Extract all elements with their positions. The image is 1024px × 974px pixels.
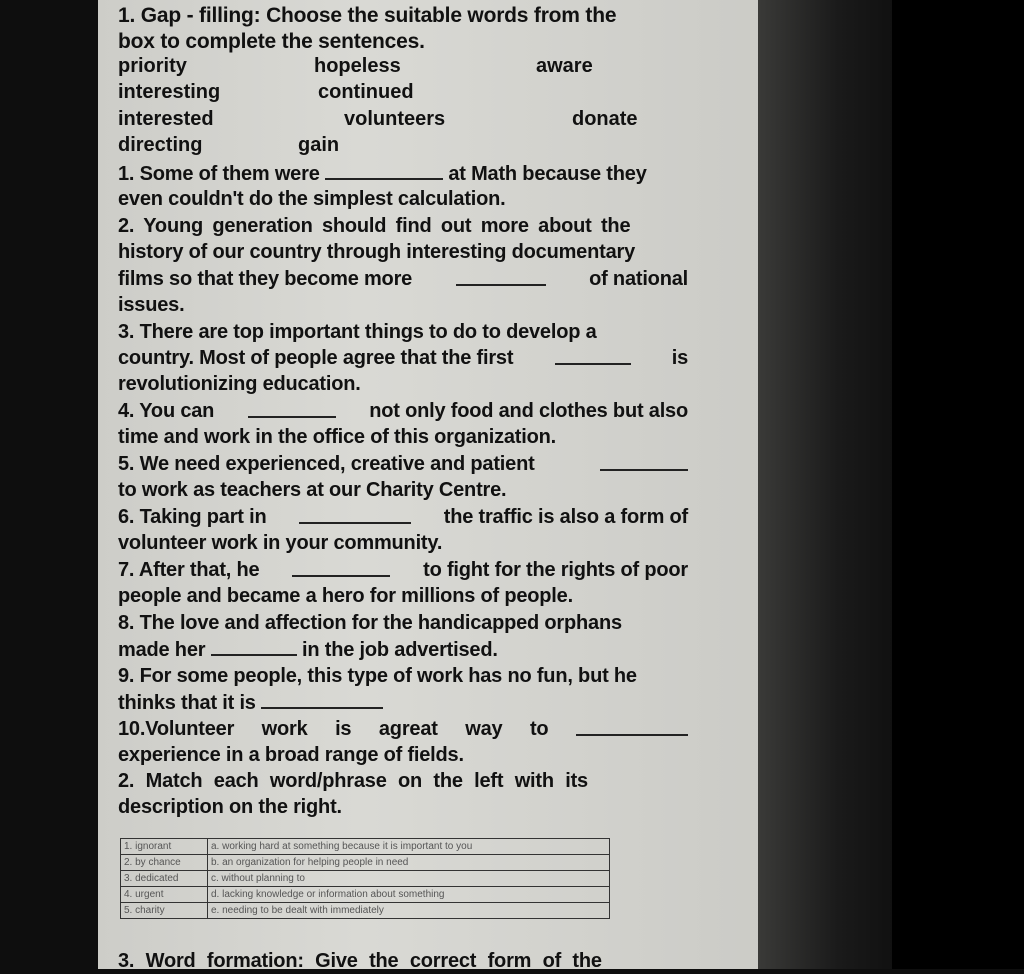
question-word: way: [465, 718, 503, 740]
question-6-cont: volunteer work in your community.: [118, 532, 443, 554]
exercise-3-title: 3. Word formation: Give the correct form of the: [118, 950, 602, 972]
exercise-2-title: 2. Match each word/phrase on the left with its: [118, 770, 588, 792]
question-text: is: [671, 347, 688, 369]
match-left: 3. dedicated: [121, 871, 208, 887]
question-4: [118, 398, 688, 424]
question-9-cont: [118, 689, 688, 716]
screen-shadow: [758, 0, 892, 969]
question-3-cont: [118, 345, 688, 371]
question-2: 2. Young generation should find out more about the: [118, 215, 631, 237]
question-2-cont: [118, 266, 688, 292]
word-box-item: priority: [118, 55, 187, 77]
word-box-item: interested: [118, 108, 214, 130]
question-2-cont: history of our country through interesting documentary: [118, 241, 636, 263]
answer-blank[interactable]: [261, 689, 383, 709]
match-left: 5. charity: [121, 903, 208, 919]
question-8-cont: [118, 636, 688, 663]
question-text: 6. Taking part in: [118, 506, 267, 528]
question-text: at Math because they: [448, 163, 647, 185]
answer-blank[interactable]: [211, 636, 297, 656]
answer-blank[interactable]: [555, 345, 631, 365]
question-2-cont: issues.: [118, 294, 185, 316]
word-box-item: donate: [572, 108, 638, 130]
table-row: [121, 903, 610, 919]
question-text: 1. Some of them were: [118, 163, 320, 185]
question-1: [118, 160, 688, 187]
question-text: 4. You can: [118, 400, 215, 422]
question-5: [118, 451, 688, 477]
word-box-item: directing: [118, 134, 203, 156]
word-box-item: interesting: [118, 81, 221, 103]
question-text: of national: [589, 268, 688, 290]
answer-blank[interactable]: [292, 557, 390, 577]
question-text: films so that they become more: [118, 268, 413, 290]
match-right: c. without planning to: [208, 871, 610, 887]
word-box-item: aware: [536, 55, 593, 77]
match-right: e. needing to be dealt with immediately: [208, 903, 610, 919]
table-row: [121, 855, 610, 871]
matching-table: [120, 838, 610, 919]
exercise-1-title: 1. Gap - filling: Choose the suitable words from the: [118, 4, 617, 27]
question-text: to fight for the rights of poor: [423, 559, 688, 581]
answer-blank[interactable]: [576, 716, 688, 736]
table-row: [121, 839, 610, 855]
match-left: 1. ignorant: [121, 839, 208, 855]
question-7: [118, 557, 688, 583]
table-row: [121, 871, 610, 887]
question-text: in the job advertised.: [302, 639, 498, 661]
match-right: d. lacking knowledge or information about something: [208, 887, 610, 903]
question-3-cont: revolutionizing education.: [118, 373, 361, 395]
question-text: country. Most of people agree that the first: [118, 347, 514, 369]
table-row: [121, 887, 610, 903]
answer-blank[interactable]: [325, 160, 443, 180]
word-box-item: continued: [318, 81, 414, 103]
question-9: 9. For some people, this type of work has no fun, but he: [118, 665, 637, 687]
question-4-cont: time and work in the office of this organization.: [118, 426, 557, 448]
word-box-item: hopeless: [314, 55, 401, 77]
answer-blank[interactable]: [248, 398, 336, 418]
question-5-cont: to work as teachers at our Charity Centre.: [118, 479, 507, 501]
question-text: thinks that it is: [118, 692, 256, 714]
exercise-1-title-cont: box to complete the sentences.: [118, 30, 425, 53]
question-1-cont: even couldn't do the simplest calculation.: [118, 188, 506, 210]
question-word: work: [261, 718, 308, 740]
match-left: 2. by chance: [121, 855, 208, 871]
question-text: 7. After that, he: [118, 559, 260, 581]
question-text: not only food and clothes but also: [369, 400, 688, 422]
question-word: is: [335, 718, 352, 740]
screen-edge: [892, 0, 1024, 969]
match-left: 4. urgent: [121, 887, 208, 903]
question-6: [118, 504, 688, 530]
answer-blank[interactable]: [600, 451, 688, 471]
question-7-cont: people and became a hero for millions of people.: [118, 585, 573, 607]
question-word: to: [529, 718, 549, 740]
question-word: 10.Volunteer: [118, 718, 235, 740]
question-text: the traffic is also a form of: [443, 506, 688, 528]
question-text: made her: [118, 639, 206, 661]
match-right: a. working hard at something because it is important to you: [208, 839, 610, 855]
question-10-cont: experience in a broad range of fields.: [118, 744, 464, 766]
word-box-item: volunteers: [344, 108, 446, 130]
question-8: 8. The love and affection for the handicapped orphans: [118, 612, 622, 634]
word-box-item: gain: [298, 134, 340, 156]
answer-blank[interactable]: [299, 504, 411, 524]
match-right: b. an organization for helping people in need: [208, 855, 610, 871]
question-10: [118, 716, 688, 742]
exercise-2-title-cont: description on the right.: [118, 796, 342, 818]
question-word: agreat: [378, 718, 438, 740]
question-text: 5. We need experienced, creative and patient: [118, 453, 535, 475]
question-3: 3. There are top important things to do to develop a: [118, 321, 597, 343]
answer-blank[interactable]: [456, 266, 546, 286]
